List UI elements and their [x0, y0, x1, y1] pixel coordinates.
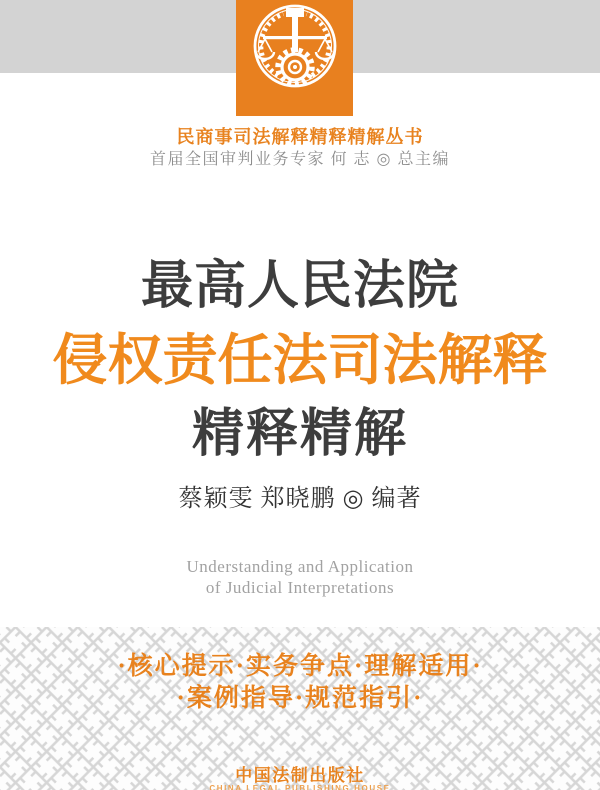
slogan-line-2: ·案例指导·规范指引· [176, 685, 424, 712]
english-subtitle-line-1: Understanding and Application [186, 557, 414, 576]
emblem-square [236, 0, 353, 116]
slogan-line-1: ·核心提示·实务争点·理解适用· [117, 653, 483, 680]
authors-line: 蔡颖雯 郑晓鹏 ◎ 编著 [178, 486, 422, 512]
publisher-name: 中国法制出版社 [235, 766, 365, 785]
sayagata-pattern-band [0, 627, 600, 790]
english-subtitle-line-2: of Judicial Interpretations [205, 578, 395, 598]
publisher-name-english: CHINA LEGAL PUBLISHING HOUSE [209, 784, 391, 790]
series-title: 民商事司法解释精释精解丛书 [176, 127, 424, 147]
book-title-line-3: 精释精解 [191, 406, 408, 463]
book-title-line-1: 最高人民法院 [140, 258, 459, 315]
english-subtitle [0, 556, 600, 599]
court-emblem-icon [236, 0, 353, 116]
book-title-line-2: 侵权责任法司法解释 [52, 329, 548, 391]
series-editor-line: 首届全国审判业务专家 何 志 ◎ 总主编 [150, 151, 450, 168]
